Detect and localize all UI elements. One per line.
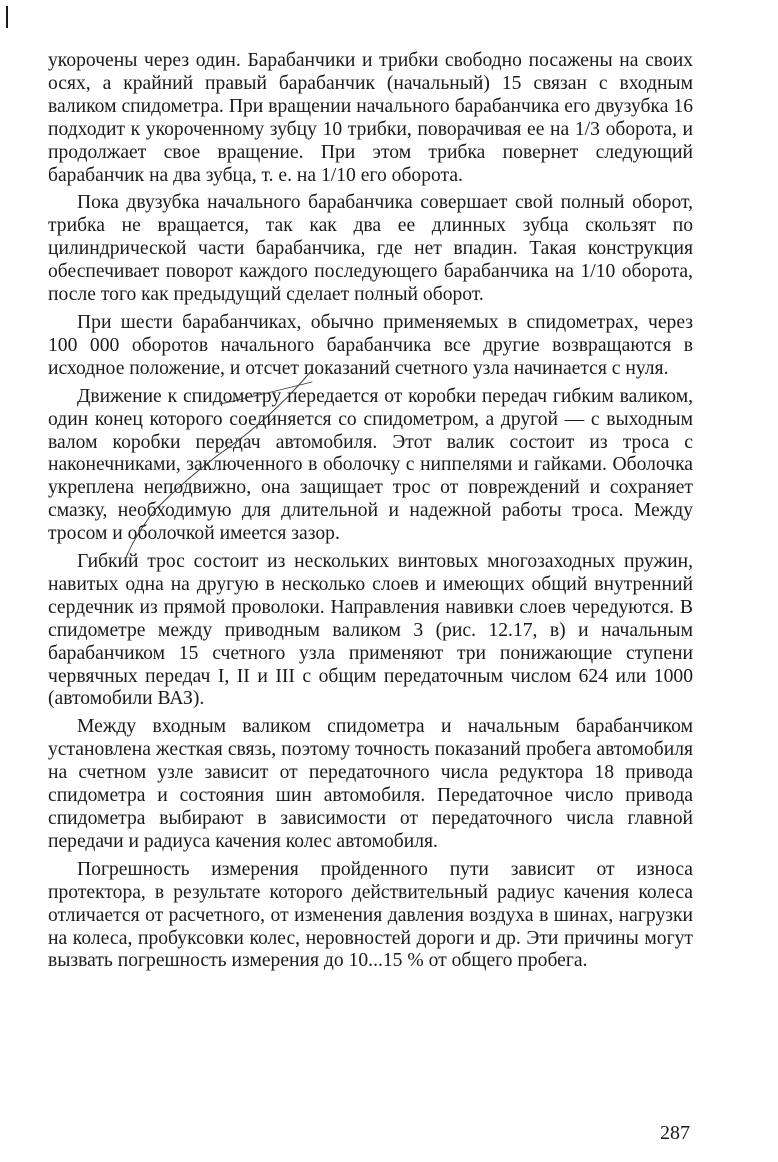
page-number: 287: [660, 1122, 690, 1144]
paragraph: Пока двузубка начального барабанчика совершает свой полный оборот, трибка не вращается, так как два ее длинных зубца скользят по цилиндрической части барабанчика, где нет впадин. Такая конструкция обеспечивает поворот каждого последующего барабанчика на 1/10 оборота, после того как предыдущий сделает полный оборот.: [48, 192, 693, 306]
paragraph: Погрешность измерения пройденного пути зависит от износа протектора, в результате которого действительный радиус качения колеса отличается от расчетного, от изменения давления воздуха в шинах, нагрузки на колеса, пробуксовки колес, неровностей дороги и др. Эти причины могут вызвать погрешность измерения до 10...15 % от общего пробега.: [48, 858, 693, 972]
paragraph: Гибкий трос состоит из нескольких винтовых многозаходных пружин, навитых одна на другую в несколько слоев и имеющих общий внутренний сердечник из прямой проволоки. Направления навивки слоев чередуются. В спидометре между приводным валиком 3 (рис. 12.17, в) и начальным барабанчиком 15 счетного узла применяют три понижающие ступени червячных передач I, II и III с общим передаточным числом 624 или 1000 (автомобили ВАЗ).: [48, 551, 693, 710]
paragraph: Движение к спидометру передается от коробки передач гибким валиком, один конец которого соединяется со спидометром, а другой — с выходным валом коробки передач автомобиля. Этот валик состоит из троса с наконечниками, заключенного в оболочку с ниппелями и гайками. Оболочка укреплена неподвижно, она защищает трос от повреждений и сохраняет смазку, необходимую для длительной и надежной работы троса. Между тросом и оболочкой имеется зазор.: [48, 385, 693, 545]
paragraph: укорочены через один. Барабанчики и трибки свободно посажены на своих осях, а крайний правый барабанчик (начальный) 15 связан с входным валиком спидометра. При вращении начального барабанчика его двузубка 16 подходит к укороченному зубцу 10 трибки, поворачивая ее на 1/3 оборота, и продолжает свое вращение. При этом трибка повернет следующий барабанчик на два зубца, т. е. на 1/10 его оборота.: [48, 50, 693, 186]
page-edge-mark: [6, 6, 8, 28]
paragraph: Между входным валиком спидометра и начальным барабанчиком установлена жесткая связь, поэтому точность показаний пробега автомобиля на счетном узле зависит от передаточного числа редуктора 18 привода спидометра и состояния шин автомобиля. Передаточное число привода спидометра выбирают в зависимости от передаточного числа главной передачи и радиуса качения колес автомобиля.: [48, 716, 693, 852]
paragraph: При шести барабанчиках, обычно применяемых в спидометрах, через 100 000 оборотов начального барабанчика все другие возвращаются в исходное положение, и отсчет показаний счетного узла начинается с нуля.: [48, 311, 693, 379]
body-text: [48, 50, 693, 973]
